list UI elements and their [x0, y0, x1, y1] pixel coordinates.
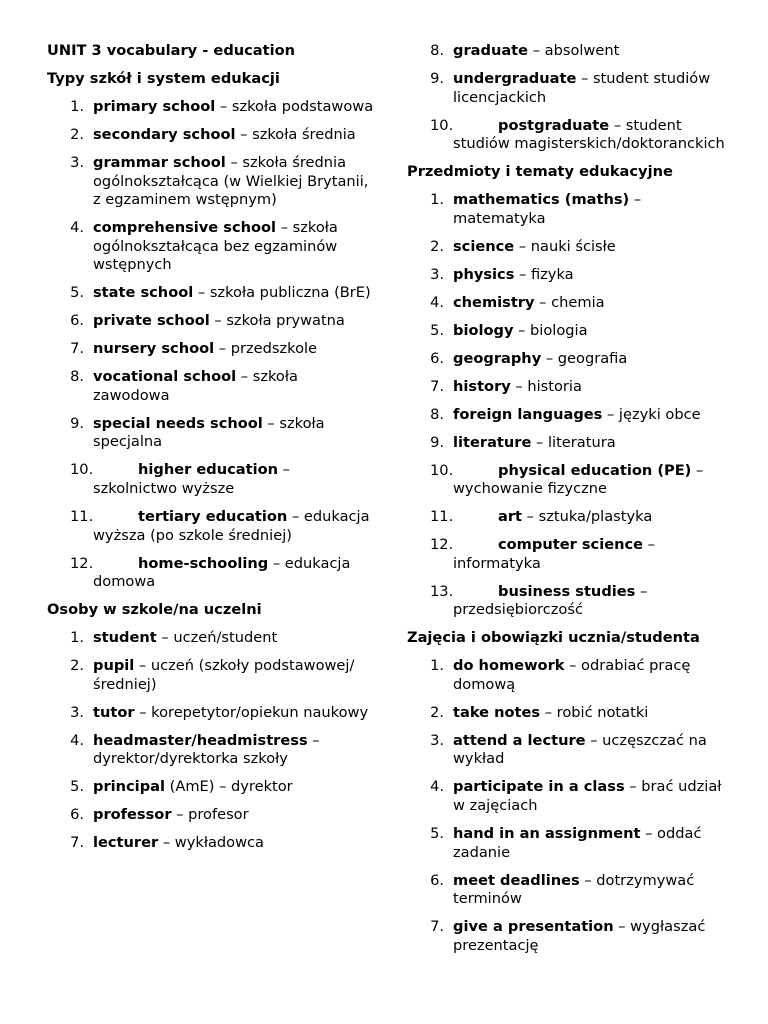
item-number: 8. — [70, 368, 84, 386]
item-term: professor — [93, 806, 172, 824]
vocabulary-item — [407, 778, 737, 815]
item-number: 12. — [430, 536, 454, 554]
item-translation: – dotrzymywać terminów — [453, 871, 695, 908]
item-number: 7. — [70, 834, 84, 852]
item-number: 1. — [70, 97, 84, 115]
item-term: secondary school — [93, 125, 236, 143]
item-term: postgraduate — [498, 116, 610, 134]
vocabulary-item — [47, 629, 375, 648]
item-term: vocational school — [93, 368, 237, 386]
item-number: 2. — [430, 703, 444, 721]
item-translation: – robić notatki — [540, 703, 649, 721]
item-translation: – uczęszczać na wykład — [453, 731, 707, 768]
vocabulary-item — [47, 834, 375, 853]
item-term: science — [453, 237, 515, 255]
vocabulary-item — [47, 312, 375, 331]
item-term: primary school — [93, 97, 216, 115]
vocabulary-item — [407, 406, 737, 425]
item-term: state school — [93, 284, 194, 302]
item-translation: – szkoła prywatna — [209, 312, 345, 330]
item-number: 11. — [430, 508, 454, 526]
vocabulary-item — [47, 340, 375, 359]
item-term: nursery school — [93, 340, 215, 358]
section-heading: Typy szkół i system edukacji — [47, 69, 280, 87]
item-number: 9. — [430, 69, 444, 87]
item-term: undergraduate — [453, 69, 577, 87]
item-translation: – wygłaszać prezentację — [453, 918, 706, 954]
item-number: 1. — [430, 657, 444, 675]
item-term: home-schooling — [138, 554, 269, 572]
item-term: meet deadlines — [453, 871, 580, 889]
vocabulary-item — [47, 126, 375, 145]
section-heading: Zajęcia i obowiązki ucznia/studenta — [407, 629, 700, 647]
vocabulary-item — [407, 191, 737, 228]
item-translation: – przedsiębiorczość — [453, 582, 648, 619]
item-translation: – edukacja wyższa (po szkole średniej) — [93, 507, 370, 544]
item-term: tutor — [93, 703, 135, 721]
item-number: 2. — [70, 125, 84, 143]
item-term: business studies — [498, 582, 636, 600]
item-term: physical education (PE) — [498, 461, 692, 479]
vocabulary-list — [407, 657, 737, 955]
item-number: 3. — [70, 153, 84, 171]
item-translation: – nauki ścisłe — [514, 237, 616, 255]
item-term: higher education — [138, 461, 279, 479]
vocabulary-item — [47, 806, 375, 825]
item-number: 4. — [430, 778, 444, 796]
vocabulary-list — [47, 629, 375, 853]
item-term: hand in an assignment — [453, 825, 641, 842]
item-number: 6. — [70, 312, 84, 330]
vocabulary-item — [47, 219, 375, 275]
item-translation: – literatura — [531, 433, 616, 451]
document-title: UNIT 3 vocabulary - education — [47, 42, 296, 59]
vocabulary-item — [47, 778, 375, 797]
item-number: 7. — [70, 340, 84, 358]
item-term: special needs school — [93, 414, 263, 432]
vocabulary-list — [407, 191, 737, 620]
vocabulary-item — [407, 704, 737, 723]
item-number: 9. — [70, 414, 84, 432]
item-number: 6. — [70, 806, 84, 824]
vocabulary-item — [407, 294, 737, 313]
item-translation: – korepetytor/opiekun naukowy — [134, 703, 369, 721]
vocabulary-list — [407, 42, 737, 154]
item-translation: – informatyka — [453, 536, 655, 572]
vocabulary-item — [407, 536, 737, 573]
item-number: 1. — [70, 629, 84, 647]
item-number: 8. — [430, 405, 444, 423]
item-translation: – uczeń/student — [156, 629, 278, 647]
vocabulary-item — [47, 368, 375, 405]
item-translation: – szkoła podstawowa — [215, 97, 374, 115]
item-term: literature — [453, 433, 532, 451]
vocabulary-list — [47, 98, 375, 592]
item-translation: – uczeń (szkoły podstawowej/średniej) — [93, 657, 355, 693]
item-number: 2. — [430, 237, 444, 255]
vocabulary-item — [407, 583, 737, 620]
item-translation: – sztuka/plastyka — [522, 508, 653, 526]
vocabulary-item — [407, 350, 737, 369]
vocabulary-item — [47, 284, 375, 303]
vocabulary-item — [47, 154, 375, 210]
item-term: headmaster/headmistress — [93, 731, 308, 749]
item-number: 6. — [430, 349, 444, 367]
vocabulary-item — [47, 555, 375, 592]
item-term: foreign languages — [453, 405, 603, 423]
vocabulary-item — [47, 732, 375, 769]
item-term: physics — [453, 265, 515, 283]
vocabulary-item — [47, 98, 375, 117]
item-term: take notes — [453, 703, 541, 721]
vocabulary-item — [407, 322, 737, 341]
item-translation: – historia — [510, 377, 582, 395]
item-number: 4. — [70, 219, 84, 237]
item-translation: – fizyka — [514, 265, 574, 283]
item-translation: – dyrektor/dyrektorka szkoły — [93, 731, 320, 768]
vocabulary-item — [407, 918, 737, 955]
item-term: computer science — [498, 536, 644, 554]
item-number: 10. — [430, 461, 454, 479]
item-number: 7. — [430, 918, 444, 936]
item-translation: – student studiów licencjackich — [453, 69, 711, 106]
item-translation: – student studiów magisterskich/doktoranckich — [453, 116, 725, 153]
item-translation: – odrabiać pracę domową — [453, 657, 691, 693]
item-term: do homework — [453, 657, 565, 675]
vocabulary-item — [47, 704, 375, 723]
vocabulary-item — [407, 657, 737, 694]
item-translation: (AmE) – dyrektor — [165, 778, 293, 796]
item-translation: – chemia — [534, 293, 605, 311]
item-number: 1. — [430, 191, 444, 209]
vocabulary-item — [47, 461, 375, 498]
item-translation: – szkoła specjalna — [93, 414, 325, 451]
vocabulary-item — [407, 238, 737, 257]
right-column — [407, 42, 737, 965]
item-term: private school — [93, 312, 210, 330]
item-translation: – szkoła publiczna (BrE) — [193, 284, 371, 302]
item-number: 5. — [70, 284, 84, 302]
item-translation: – szkoła średnia — [235, 125, 356, 143]
item-translation: – przedszkole — [214, 340, 318, 358]
item-translation: – szkoła ogólnokształcąca bez egzaminów wstępnych — [93, 219, 338, 274]
item-term: participate in a class — [453, 778, 625, 796]
item-translation: – wychowanie fizyczne — [453, 461, 704, 498]
item-translation: – absolwent — [528, 42, 620, 59]
item-number: 9. — [430, 433, 444, 451]
item-translation: – profesor — [171, 806, 249, 824]
item-term: geography — [453, 349, 542, 367]
vocabulary-item — [407, 434, 737, 453]
item-term: principal — [93, 778, 165, 796]
vocabulary-item — [47, 508, 375, 545]
item-term: art — [498, 508, 523, 526]
left-column — [47, 42, 375, 862]
section-heading: Osoby w szkole/na uczelni — [47, 601, 262, 619]
item-term: grammar school — [93, 153, 226, 171]
item-translation: – brać udział w zajęciach — [453, 778, 722, 815]
vocabulary-item — [407, 42, 737, 61]
item-term: mathematics (maths) — [453, 191, 630, 209]
vocabulary-item — [47, 657, 375, 694]
item-term: comprehensive school — [93, 219, 277, 237]
item-translation: – wykładowca — [158, 834, 265, 852]
vocabulary-item — [407, 70, 737, 107]
item-term: give a presentation — [453, 918, 614, 936]
item-term: student — [93, 629, 157, 647]
item-number: 11. — [70, 507, 94, 525]
item-number: 12. — [70, 554, 94, 572]
item-number: 6. — [430, 871, 444, 889]
item-number: 4. — [430, 293, 444, 311]
item-term: pupil — [93, 657, 135, 675]
item-number: 5. — [430, 321, 444, 339]
item-number: 10. — [430, 116, 454, 134]
item-translation: – szkoła zawodowa — [93, 368, 298, 404]
item-number: 5. — [430, 825, 444, 842]
vocabulary-item — [407, 462, 737, 499]
vocabulary-item — [407, 872, 737, 909]
item-number: 7. — [430, 377, 444, 395]
item-translation: – biologia — [513, 321, 588, 339]
vocabulary-item — [407, 117, 737, 154]
item-translation: – szkolnictwo wyższe — [93, 461, 290, 497]
item-translation: – edukacja domowa — [93, 554, 351, 591]
item-translation: – języki obce — [602, 405, 701, 423]
vocabulary-item — [47, 415, 375, 452]
item-number: 2. — [70, 657, 84, 675]
item-number: 8. — [430, 42, 444, 59]
item-number: 4. — [70, 731, 84, 749]
item-translation: – matematyka — [453, 191, 642, 227]
section-heading: Przedmioty i tematy edukacyjne — [407, 163, 673, 181]
item-term: tertiary education — [138, 507, 288, 525]
item-term: history — [453, 377, 511, 395]
item-term: lecturer — [93, 834, 159, 852]
item-number: 5. — [70, 778, 84, 796]
item-number: 3. — [430, 731, 444, 749]
item-translation: – oddać zadanie — [453, 825, 702, 861]
item-term: biology — [453, 321, 514, 339]
vocabulary-item — [407, 266, 737, 285]
vocabulary-item — [407, 825, 737, 862]
item-term: attend a lecture — [453, 731, 586, 749]
item-translation: – szkoła średnia ogólnokształcąca (w Wielkiej Brytanii, z egzaminem wstępnym) — [93, 153, 369, 209]
item-number: 3. — [70, 703, 84, 721]
vocabulary-item — [407, 732, 737, 769]
item-number: 13. — [430, 582, 454, 600]
item-term: chemistry — [453, 293, 535, 311]
item-term: graduate — [453, 42, 529, 59]
vocabulary-item — [407, 508, 737, 527]
item-translation: – geografia — [541, 349, 628, 367]
item-number: 3. — [430, 265, 444, 283]
item-number: 10. — [70, 461, 94, 479]
vocabulary-item — [407, 378, 737, 397]
